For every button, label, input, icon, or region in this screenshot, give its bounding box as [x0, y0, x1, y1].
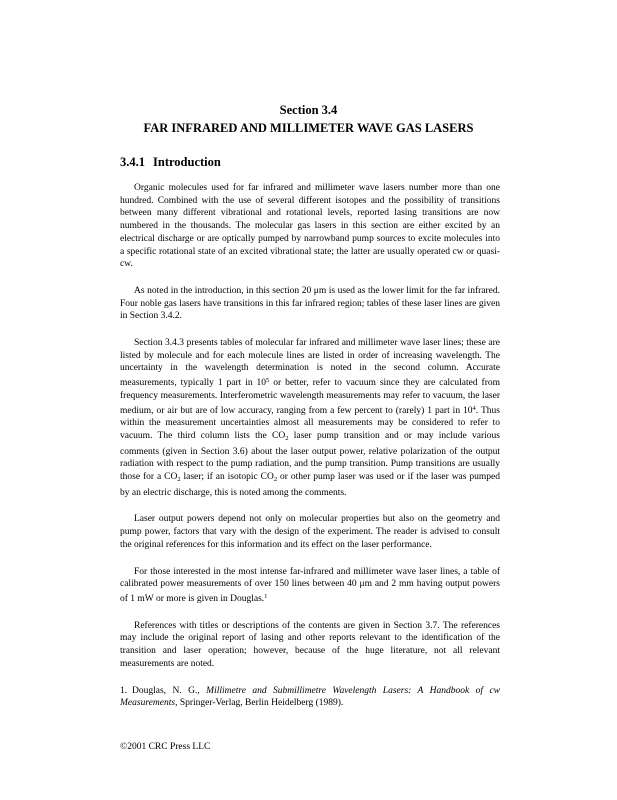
footnote-marker: 1	[264, 592, 268, 600]
paragraph-3-text-e: laser; if an isotopic CO	[180, 472, 274, 483]
paragraph-3	[120, 337, 500, 499]
reference-title: Millimetre and Submillimetre Wavelength Lasers: A Handbook of cw Measurements	[120, 685, 500, 709]
subscript-2: 2	[273, 476, 278, 484]
reference-1	[120, 685, 500, 710]
paragraph-3-text-a: Section 3.4.3 presents tables of molecular far infrared and millimeter wave laser lines; these are listed by molecule and for each molecule lines are listed in order of increasing wavelength. The uncertainty in the wavelength determination is noted in the second column. Accurate measurements, typically 1 part in 10	[120, 338, 500, 389]
exponent-4: 4	[472, 404, 476, 412]
paragraph-1: Organic molecules used for far infrared and millimeter wave lasers number more than one hundred. Combined with the use of several different isotopes and the possibility of transitions between many different vibrational and rotational levels, reported lasing transitions are now numbered in the thousands. The molecular gas lasers in this section are either excited by an electrical discharge or are optically pumped by narrowband pump sources to excite molecules into a specific rotational state of an excited vibrational state; the latter are usually operated cw or quasi-cw.	[120, 183, 500, 270]
reference-publisher: , Springer-Verlag, Berlin Heidelberg (1989).	[175, 698, 344, 709]
paragraph-3-text-c: . Thus within the measurement uncertainties almost all measurements may be considered to refer to vacuum. The third column lists the CO	[120, 405, 500, 441]
reference-authors: Douglas, N. G.,	[132, 685, 207, 696]
section-number: Section 3.4	[279, 103, 338, 117]
subscript-2: 2	[285, 434, 289, 442]
paragraph-6: References with titles or descriptions of the contents are given in Section 3.7. The references may include the original report of lasing and other reports relevant to the identification of the transition and laser operation; however, because of the huge literature, not all relevant measurements are noted.	[120, 620, 500, 669]
subsection-heading	[120, 155, 229, 170]
paragraph-5-text: For those interested in the most intense far-infrared and millimeter wave laser lines, a table of calibrated power measurements of over 150 lines between 40 μm and 2 mm having output powers of 1 mW or more is given in Douglas.	[120, 566, 500, 604]
subscript-2: 2	[177, 476, 181, 484]
section-title: FAR INFRARED AND MILLIMETER WAVE GAS LASERS	[143, 121, 474, 135]
paragraph-5	[120, 566, 500, 606]
paragraph-4: Laser output powers depend not only on molecular properties but also on the geometry and pump power, factors that vary with the design of the experiment. The reader is advised to consult the original references for this information and its effect on the laser performance.	[120, 514, 500, 550]
body-text	[120, 182, 500, 710]
reference-number: 1.	[120, 685, 128, 696]
paragraph-3-text-b: or better, refer to vacuum since they are calculated from frequency measurements. Interferometric wavelength measurements may refer to vacuum, the laser medium, or air but are of low accuracy, ranging from a few percent to (rarely) 1 part in 10	[120, 378, 500, 416]
paragraph-2: As noted in the introduction, in this section 20 μm is used as the lower limit for the far infrared. Four noble gas lasers have transitions in this far infrared region; tables of these laser lines are given in Section 3.4.2.	[120, 285, 500, 322]
subsection-number: 3.4.1	[120, 155, 145, 169]
paragraph-3-text-f: or other pump laser was used or if the laser was pumped by an electric discharge, this is noted among the comments.	[120, 472, 500, 498]
paragraph-3-text-d: laser pump transition and or may include various comments (given in Section 3.6) about the laser output power, relative polarization of the output radiation with respect to the pump radiation, and the pump transition. Pump transitions are usually those for a CO	[120, 430, 500, 483]
exponent-5: 5	[266, 377, 270, 385]
copyright-footer: ©2001 CRC Press LLC	[120, 742, 211, 752]
subsection-title: Introduction	[153, 155, 221, 169]
